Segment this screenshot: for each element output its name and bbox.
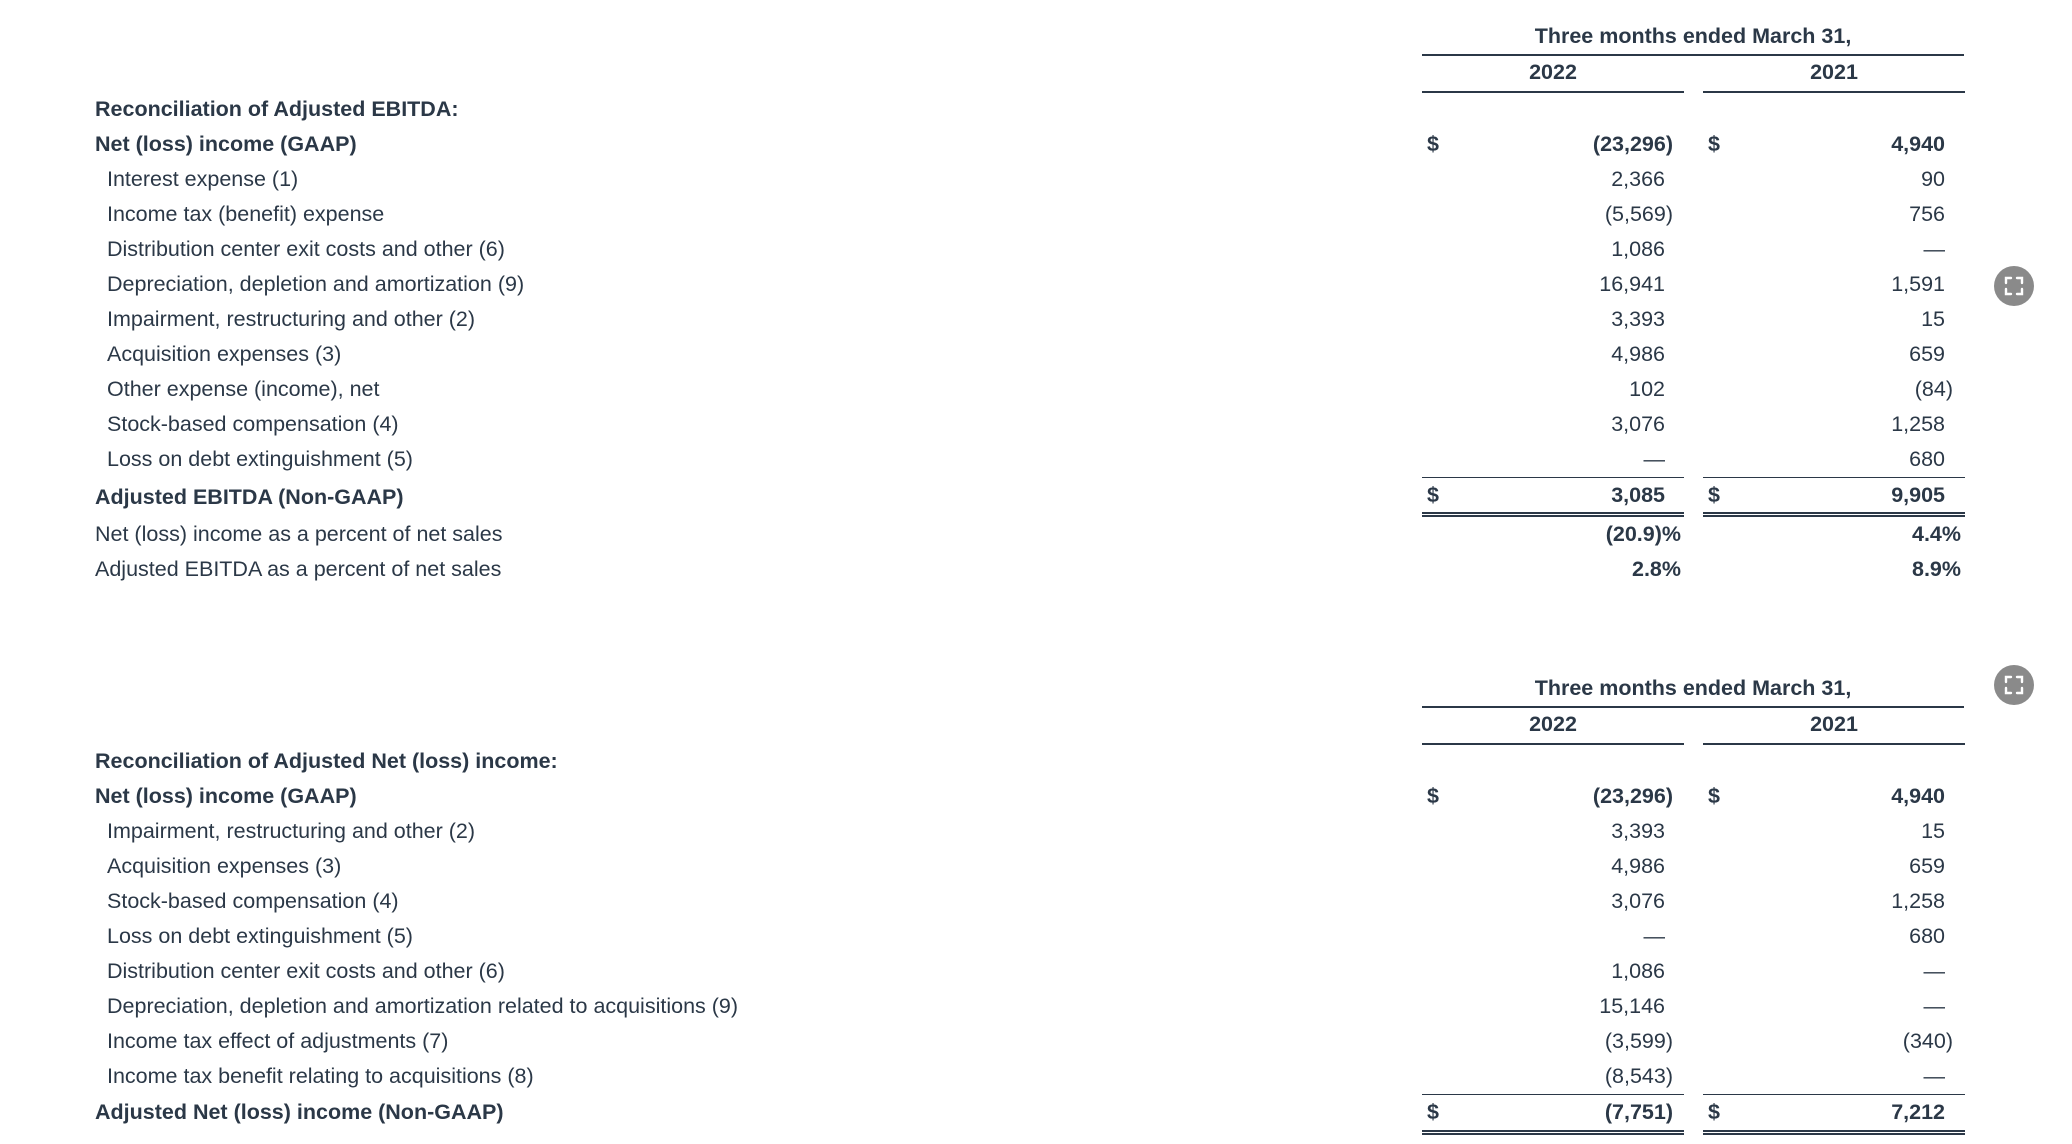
expand-icon xyxy=(2003,275,2025,297)
currency-symbol: $ xyxy=(1708,132,1720,156)
total-double-rule-2022 xyxy=(1422,512,1684,517)
table-title: Reconciliation of Adjusted Net (loss) income: xyxy=(95,749,558,773)
row-label: Impairment, restructuring and other (2) xyxy=(107,819,476,843)
currency-symbol: $ xyxy=(1708,483,1720,507)
value-2022: — xyxy=(1643,924,1665,948)
value-2021: 680 xyxy=(1909,447,1945,471)
expand-table-button[interactable] xyxy=(1994,665,2034,705)
value-2021: 15 xyxy=(1921,307,1945,331)
value-2022: 3,076 xyxy=(1611,412,1665,436)
row-label: Stock-based compensation (4) xyxy=(107,889,399,913)
value-2022: 1,086 xyxy=(1611,959,1665,983)
currency-symbol: $ xyxy=(1708,1100,1720,1124)
value-2022: 102 xyxy=(1629,377,1665,401)
row-label: Net (loss) income as a percent of net sales xyxy=(95,522,503,546)
subtotal-rule-2022 xyxy=(1422,1094,1684,1095)
value-2021: 659 xyxy=(1909,854,1945,878)
value-2022: — xyxy=(1643,447,1665,471)
value-2021: 4,940 xyxy=(1891,784,1945,808)
row-label: Loss on debt extinguishment (5) xyxy=(107,447,413,471)
header-rule xyxy=(1422,706,1964,708)
value-2022: 1,086 xyxy=(1611,237,1665,261)
value-2022: (5,569) xyxy=(1604,202,1673,226)
currency-symbol: $ xyxy=(1427,483,1439,507)
period-header: Three months ended March 31, xyxy=(1534,24,1852,48)
value-2021: 1,258 xyxy=(1891,889,1945,913)
subtotal-rule-2022 xyxy=(1422,477,1684,478)
year-rule-2021 xyxy=(1703,743,1965,745)
value-2022: 4,986 xyxy=(1611,342,1665,366)
value-2022: (8,543) xyxy=(1604,1064,1673,1088)
value-2021: — xyxy=(1923,237,1945,261)
row-label: Interest expense (1) xyxy=(107,167,299,191)
row-label: Adjusted EBITDA (Non-GAAP) xyxy=(95,485,404,509)
value-2021: 90 xyxy=(1921,167,1945,191)
expand-icon xyxy=(2003,674,2025,696)
row-label: Distribution center exit costs and other (6) xyxy=(107,237,505,261)
header-rule xyxy=(1422,54,1964,56)
currency-symbol: $ xyxy=(1708,784,1720,808)
row-label: Adjusted EBITDA as a percent of net sales xyxy=(95,557,502,581)
value-2021: 7,212 xyxy=(1891,1100,1945,1124)
row-label: Income tax effect of adjustments (7) xyxy=(107,1029,449,1053)
value-2021: (340) xyxy=(1902,1029,1953,1053)
value-2021: 4.4% xyxy=(1911,522,1961,546)
year-rule-2022 xyxy=(1422,743,1684,745)
value-2022: 3,076 xyxy=(1611,889,1665,913)
row-label: Income tax (benefit) expense xyxy=(107,202,385,226)
year-rule-2021 xyxy=(1703,91,1965,93)
value-2021: — xyxy=(1923,994,1945,1018)
currency-symbol: $ xyxy=(1427,784,1439,808)
value-2021: 680 xyxy=(1909,924,1945,948)
year-rule-2022 xyxy=(1422,91,1684,93)
value-2022: 3,393 xyxy=(1611,819,1665,843)
subtotal-rule-2021 xyxy=(1703,477,1965,478)
row-label: Acquisition expenses (3) xyxy=(107,854,342,878)
row-label: Income tax benefit relating to acquisitions (8) xyxy=(107,1064,534,1088)
value-2021: 9,905 xyxy=(1891,483,1945,507)
value-2021: 1,591 xyxy=(1891,272,1945,296)
value-2021: 756 xyxy=(1909,202,1945,226)
row-label: Loss on debt extinguishment (5) xyxy=(107,924,413,948)
total-double-rule-2022 xyxy=(1422,1130,1684,1135)
value-2022: (3,599) xyxy=(1604,1029,1673,1053)
value-2021: (84) xyxy=(1914,377,1953,401)
value-2022: 3,085 xyxy=(1611,483,1665,507)
value-2021: 8.9% xyxy=(1911,557,1961,581)
row-label: Depreciation, depletion and amortization (9) xyxy=(107,272,525,296)
year-2022-header: 2022 xyxy=(1529,712,1577,736)
subtotal-rule-2021 xyxy=(1703,1094,1965,1095)
value-2022: 2.8% xyxy=(1631,557,1681,581)
row-label: Impairment, restructuring and other (2) xyxy=(107,307,476,331)
value-2021: 659 xyxy=(1909,342,1945,366)
value-2022: 4,986 xyxy=(1611,854,1665,878)
value-2022: 2,366 xyxy=(1611,167,1665,191)
total-double-rule-2021 xyxy=(1703,512,1965,517)
row-label: Depreciation, depletion and amortization related to acquisitions (9) xyxy=(107,994,739,1018)
currency-symbol: $ xyxy=(1427,132,1439,156)
value-2021: — xyxy=(1923,959,1945,983)
value-2022: (23,296) xyxy=(1592,784,1673,808)
value-2021: — xyxy=(1923,1064,1945,1088)
period-header: Three months ended March 31, xyxy=(1534,676,1852,700)
value-2022: 16,941 xyxy=(1599,272,1665,296)
row-label: Distribution center exit costs and other (6) xyxy=(107,959,505,983)
row-label: Acquisition expenses (3) xyxy=(107,342,342,366)
row-label: Net (loss) income (GAAP) xyxy=(95,132,357,156)
value-2022: 3,393 xyxy=(1611,307,1665,331)
total-double-rule-2021 xyxy=(1703,1130,1965,1135)
value-2021: 4,940 xyxy=(1891,132,1945,156)
value-2022: (20.9)% xyxy=(1605,522,1681,546)
value-2021: 1,258 xyxy=(1891,412,1945,436)
value-2022: (7,751) xyxy=(1604,1100,1673,1124)
table-title: Reconciliation of Adjusted EBITDA: xyxy=(95,97,459,121)
row-label: Stock-based compensation (4) xyxy=(107,412,399,436)
row-label: Net (loss) income (GAAP) xyxy=(95,784,357,808)
year-2021-header: 2021 xyxy=(1810,712,1858,736)
value-2022: (23,296) xyxy=(1592,132,1673,156)
value-2022: 15,146 xyxy=(1599,994,1665,1018)
value-2021: 15 xyxy=(1921,819,1945,843)
expand-table-button[interactable] xyxy=(1994,266,2034,306)
year-2021-header: 2021 xyxy=(1810,60,1858,84)
row-label: Other expense (income), net xyxy=(107,377,380,401)
currency-symbol: $ xyxy=(1427,1100,1439,1124)
row-label: Adjusted Net (loss) income (Non-GAAP) xyxy=(95,1100,504,1124)
year-2022-header: 2022 xyxy=(1529,60,1577,84)
